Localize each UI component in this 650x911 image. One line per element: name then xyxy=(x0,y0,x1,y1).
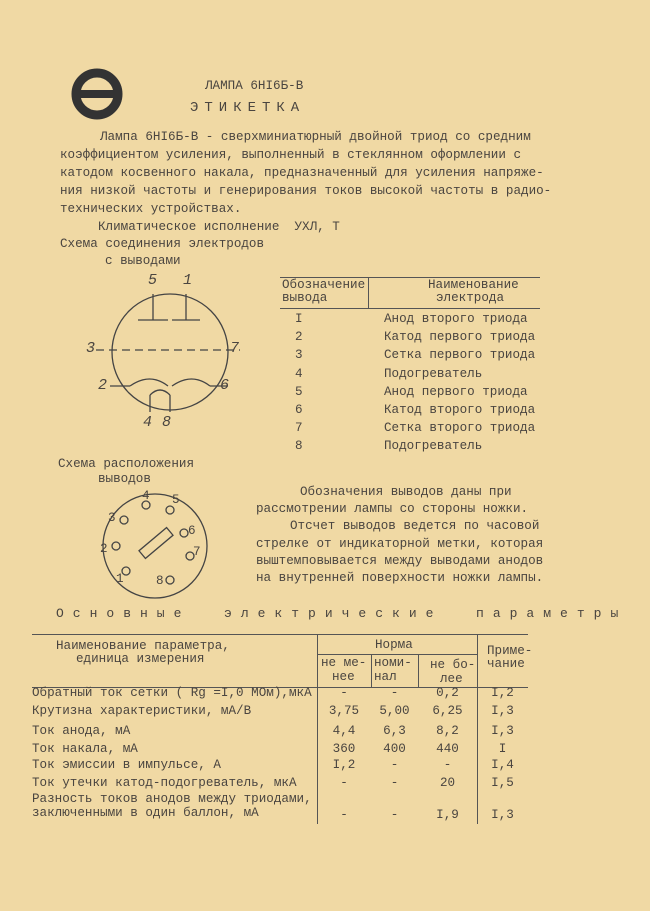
params-title: Основные электрические параметры xyxy=(56,606,628,621)
param-header-max: лее xyxy=(440,672,463,686)
pin-label: 2 xyxy=(98,377,108,394)
param-nom: - xyxy=(390,776,399,790)
electrode-name: Подогреватель xyxy=(384,366,483,381)
param-note: I xyxy=(498,742,507,756)
intro-line: катодом косвенного накала, предназначенный для усиления напряже- xyxy=(60,166,544,180)
param-max: 8,2 xyxy=(436,724,459,738)
param-header-name: единица измерения xyxy=(76,652,205,666)
pin-label: 3 xyxy=(86,340,96,357)
param-header-note: Приме- xyxy=(487,644,533,658)
connection-title: Схема соединения электродов xyxy=(60,237,265,251)
param-name: Обратный ток сетки ( Rg =I,0 МОм),мкА xyxy=(32,686,312,700)
electrode-name: Анод второго триода xyxy=(384,312,528,326)
param-header-min: нее xyxy=(332,670,355,684)
note-line: Обозначения выводов даны при xyxy=(300,485,512,499)
electrode-row xyxy=(280,403,540,421)
layout-title: Схема расположения xyxy=(58,457,195,471)
param-header-note: чание xyxy=(487,657,525,671)
electrode-name: Сетка первого триода xyxy=(384,348,536,363)
param-nom: - xyxy=(390,686,399,700)
param-name: Ток анода, мА xyxy=(32,724,131,738)
electrode-row xyxy=(280,439,540,457)
pin-number: 6 xyxy=(295,403,303,417)
electrode-table xyxy=(280,277,540,454)
note-line: выштемповывается между выводами анодов xyxy=(256,554,544,568)
electrode-name: Катод первого триода xyxy=(384,330,536,345)
pin-number: 5 xyxy=(295,384,303,399)
param-name: Крутизна характеристики, мА/В xyxy=(32,704,252,718)
pin-label: 3 xyxy=(108,511,116,525)
param-min: 360 xyxy=(332,742,356,756)
electrode-row xyxy=(280,312,540,330)
document-subtitle: ЭТИКЕТКА xyxy=(190,100,306,116)
note-line: стрелке от индикаторной метки, которая xyxy=(256,537,544,551)
pin-number: I xyxy=(295,312,303,326)
intro-line: коэффициентом усиления, выполненный в стеклянном оформлении с xyxy=(60,148,522,162)
connection-schematic xyxy=(96,294,240,412)
electrode-name: Подогреватель xyxy=(384,439,483,454)
electrode-name: Анод первого триода xyxy=(384,384,528,399)
param-max: 440 xyxy=(436,742,459,756)
electrode-row xyxy=(280,348,540,366)
pin-label: 4 xyxy=(143,414,153,431)
param-note: I,2 xyxy=(491,686,514,700)
pin-number: 2 xyxy=(295,330,303,345)
electrode-header: вывода xyxy=(282,291,328,305)
param-note: I,5 xyxy=(491,776,514,790)
electrode-name: Сетка второго триода xyxy=(384,421,536,436)
param-max: - xyxy=(443,758,452,772)
pin-label: 5 xyxy=(172,493,180,507)
pin-label: 2 xyxy=(100,542,108,556)
intro-line: технических устройствах. xyxy=(60,202,242,216)
intro-line: ния низкой частоты и генерирования токов высокой частоты в радио- xyxy=(60,184,552,198)
pin-number: 8 xyxy=(295,439,303,454)
param-header-name: Наименование параметра, xyxy=(56,639,230,653)
intro-line: Лампа 6НI6Б-В - сверхминиатюрный двойной триод со средним xyxy=(100,130,531,144)
electrode-header: Наименование xyxy=(428,278,519,292)
pin-number: 7 xyxy=(295,421,303,436)
param-max: 6,25 xyxy=(432,704,463,718)
param-nom: 5,00 xyxy=(379,704,410,718)
param-header-min: не ме- xyxy=(321,656,367,670)
param-min: I,2 xyxy=(332,758,356,772)
param-header-norm: Норма xyxy=(375,638,413,652)
param-min: 4,4 xyxy=(332,724,356,738)
pin-label: 8 xyxy=(162,414,172,431)
pin-label: 6 xyxy=(220,377,230,394)
note-line: рассмотрении лампы со стороны ножки. xyxy=(256,502,529,516)
electrode-row xyxy=(280,385,540,403)
pin-number: 3 xyxy=(295,348,303,363)
document-title: ЛАМПА 6НI6Б-В xyxy=(205,79,304,93)
logo-icon xyxy=(74,73,120,115)
param-note: I,3 xyxy=(491,808,514,822)
pin-label: 1 xyxy=(183,272,193,289)
param-min: - xyxy=(340,776,348,790)
layout-title: выводов xyxy=(98,472,151,486)
electrode-row xyxy=(280,330,540,348)
pin-number: 4 xyxy=(295,366,303,381)
param-nom: - xyxy=(390,758,399,772)
note-line: на внутренней поверхности ножки лампы. xyxy=(256,571,544,585)
param-nom: 6,3 xyxy=(383,724,406,738)
electrode-row xyxy=(280,421,540,439)
pin-label: 4 xyxy=(142,489,150,503)
param-min: 3,75 xyxy=(328,704,360,718)
connection-title: с выводами xyxy=(105,254,181,268)
param-max: 20 xyxy=(439,776,456,790)
param-max: I,9 xyxy=(436,808,459,822)
param-header-nom: номи- xyxy=(374,656,412,670)
param-name: Разность токов анодов между триодами, xyxy=(32,792,312,806)
param-min: - xyxy=(340,808,348,822)
param-name: заключенными в один баллон, мА xyxy=(32,806,259,820)
param-header-nom: нал xyxy=(374,670,397,684)
electrode-header: электрода xyxy=(436,291,505,305)
param-nom: 400 xyxy=(383,742,406,756)
pin-label: 5 xyxy=(148,272,158,289)
param-name: Ток утечки катод-подогреватель, мкА xyxy=(32,776,297,790)
pin-label: 7 xyxy=(230,340,240,357)
param-name: Ток накала, мА xyxy=(32,742,138,756)
pin-label: 7 xyxy=(193,545,201,559)
note-line: Отсчет выводов ведется по часовой xyxy=(290,519,540,533)
param-min: - xyxy=(340,686,348,700)
pin-label: 8 xyxy=(156,574,164,588)
param-note: I,3 xyxy=(491,704,514,718)
climate-text: Климатическое исполнение УХЛ, Т xyxy=(98,220,340,234)
pin-label: 6 xyxy=(188,524,196,538)
electrode-name: Катод второго триода xyxy=(384,403,536,417)
param-note: I,3 xyxy=(491,724,514,738)
pin-label: 1 xyxy=(116,572,124,586)
electrode-header: Обозначение xyxy=(282,278,366,292)
param-name: Ток эмиссии в импульсе, А xyxy=(32,758,221,772)
param-header-max: не бо- xyxy=(430,658,476,672)
param-max: 0,2 xyxy=(436,686,459,700)
electrode-row xyxy=(280,367,540,385)
param-nom: - xyxy=(390,808,399,822)
param-note: I,4 xyxy=(491,758,514,772)
